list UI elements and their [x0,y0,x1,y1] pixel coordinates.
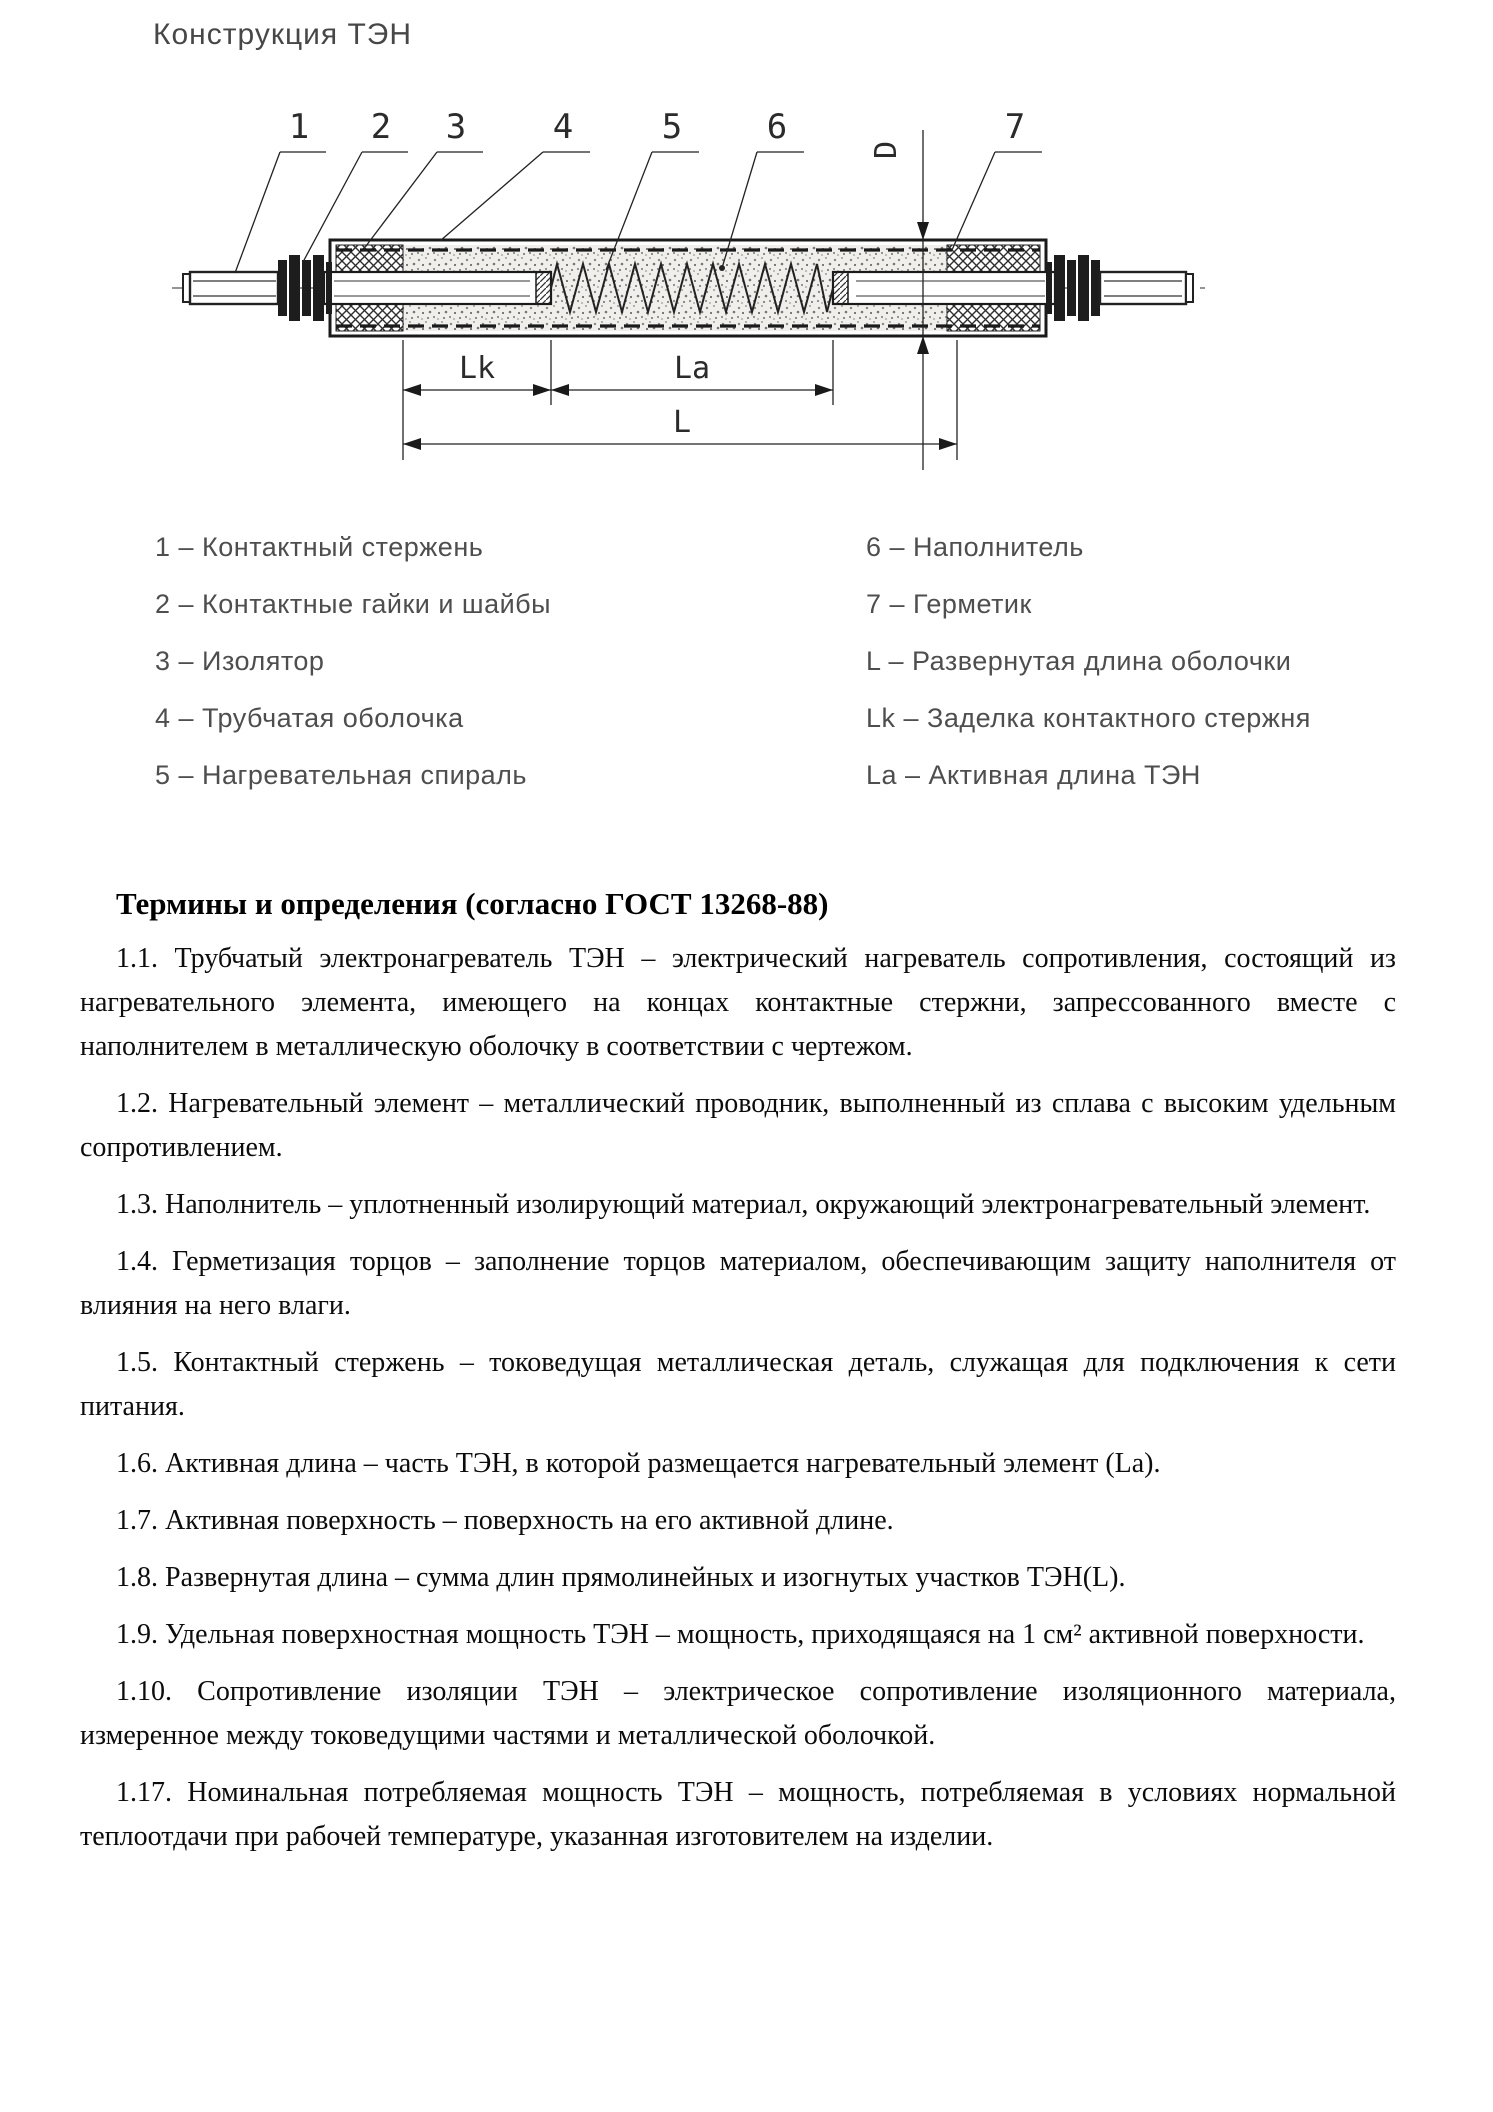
contact-nuts-right [1046,255,1100,321]
term-paragraph-1-10: 1.10. Сопротивление изоляции ТЭН – электрическое сопротивление изоляционного материала, измеренное между токоведущими частями и металлической оболочкой. [80,1676,1396,1751]
dim-label-la: La [673,351,711,386]
legend-item-4: 4 – Трубчатая оболочка [155,703,464,733]
contact-rod-inner-right [833,272,1055,304]
term-paragraph-1-8: 1.8. Развернутая длина – сумма длин прямолинейных и изогнутых участков ТЭН(L). [116,1562,1126,1593]
dimension-lines [403,340,957,460]
legend-left-column [155,533,551,818]
contact-rod-outer-left [183,272,278,304]
dim-label-lk: Lk [458,351,496,386]
contact-rod-inner-left [324,272,551,304]
term-paragraph-1-2: 1.2. Нагревательный элемент – металлический проводник, выполненный из сплава с высоким удельным сопротивлением. [80,1088,1396,1163]
callout-1: 1 [288,107,310,147]
term-paragraph-1-9: 1.9. Удельная поверхностная мощность ТЭН – мощность, приходящаяся на 1 см² активной поверхности. [116,1619,1365,1650]
callout-6: 6 [766,107,788,147]
legend-item-1: 1 – Контактный стержень [155,532,484,562]
legend-item-3: 3 – Изолятор [155,646,325,676]
term-paragraph-1-17: 1.17. Номинальная потребляемая мощность ТЭН – мощность, потребляемая в условиях нормальной теплоотдачи при рабочей температуре, указанная изготовителем на изделии. [80,1777,1396,1852]
legend-item-7: 7 – Герметик [866,589,1032,619]
legend-right-column [866,533,1311,818]
term-paragraph-1-6: 1.6. Активная длина – часть ТЭН, в которой размещается нагревательный элемент (La). [116,1448,1161,1479]
term-paragraph-1-1: 1.1. Трубчатый электронагреватель ТЭН – электрический нагреватель сопротивления, состоящий из нагревательного элемента, имеющего на концах контактные стержни, запрессованного вместе с наполнителем в металлическую оболочку в соответствии с чертежом. [80,943,1396,1062]
terms-section [80,884,1396,1859]
callout-7: 7 [1004,107,1026,147]
heater-construction-diagram [150,85,1220,505]
dim-label-l: L [672,405,692,440]
page-title: Конструкция ТЭН [153,18,413,51]
dim-label-d: D [869,140,904,160]
callout-5: 5 [661,107,683,147]
legend-item-6: 6 – Наполнитель [866,532,1084,562]
term-paragraph-1-7: 1.7. Активная поверхность – поверхность на его активной длине. [116,1505,894,1536]
contact-rod-outer-right [1100,272,1193,304]
legend-item-dim-la: La – Активная длина ТЭН [866,760,1201,790]
legend-item-dim-l: L – Развернутая длина оболочки [866,646,1292,676]
callout-4: 4 [552,107,574,147]
callout-2: 2 [370,107,392,147]
legend-item-dim-lk: Lk – Заделка контактного стержня [866,703,1311,733]
terms-heading: Термины и определения (согласно ГОСТ 13268-88) [116,886,829,921]
callout-3: 3 [445,107,467,147]
legend-item-5: 5 – Нагревательная спираль [155,760,528,790]
term-paragraph-1-5: 1.5. Контактный стержень – токоведущая металлическая деталь, служащая для подключения к сети питания. [80,1347,1396,1422]
contact-nuts-left [278,255,332,321]
term-paragraph-1-4: 1.4. Герметизация торцов – заполнение торцов материалом, обеспечивающим защиту наполнителя от влияния на него влаги. [80,1246,1396,1321]
term-paragraph-1-3: 1.3. Наполнитель – уплотненный изолирующий материал, окружающий электронагревательный элемент. [116,1189,1371,1220]
legend-item-2: 2 – Контактные гайки и шайбы [155,589,552,619]
